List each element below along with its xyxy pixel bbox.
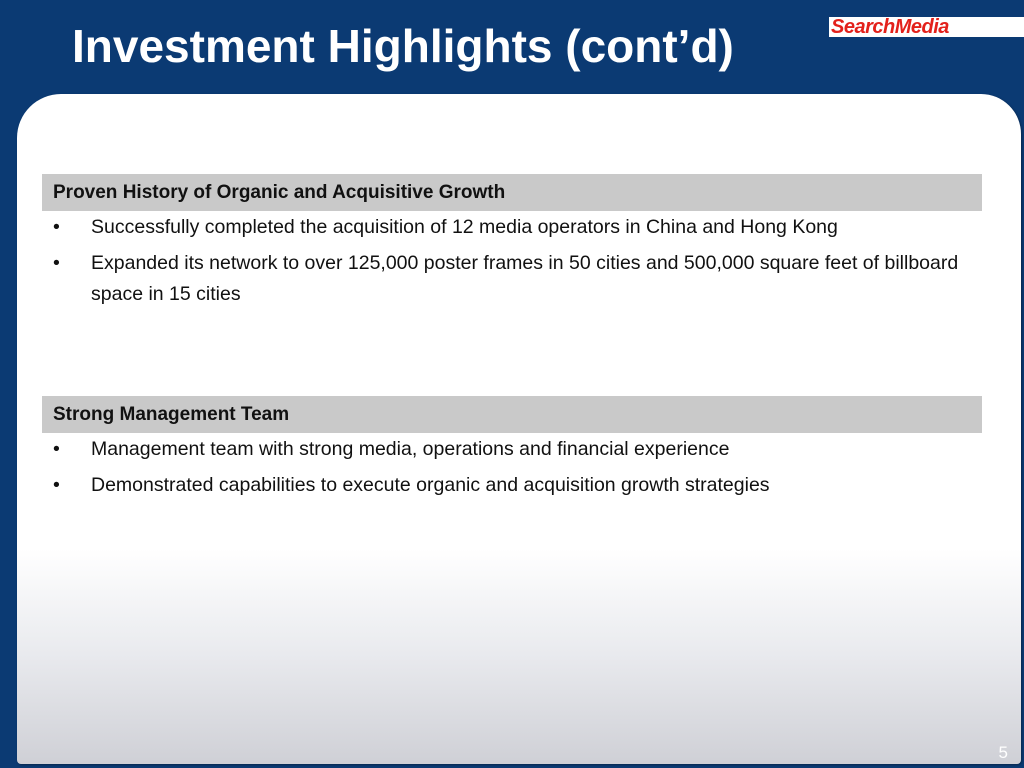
list-item <box>42 212 982 243</box>
bullet-text: Management team with strong media, operations and financial experience <box>91 438 730 460</box>
searchmedia-logo <box>829 17 1024 37</box>
bullet-list <box>42 212 982 310</box>
bullet-text: Demonstrated capabilities to execute organic and acquisition growth strategies <box>91 474 770 496</box>
slide-title: Investment Highlights (cont’d) <box>72 20 734 72</box>
section-heading: Strong Management Team <box>42 396 982 433</box>
bullet-icon: • <box>53 252 60 274</box>
section-management-team <box>42 396 982 501</box>
section-organic-growth <box>42 174 982 310</box>
bullet-text: Expanded its network to over 125,000 poster frames in 50 cities and 500,000 square feet of billboard space in 15 cities <box>91 252 959 305</box>
bullet-list <box>42 434 982 501</box>
logo-text: SearchMedia <box>831 16 949 38</box>
bullet-icon: • <box>53 438 60 460</box>
bullet-text: Successfully completed the acquisition of 12 media operators in China and Hong Kong <box>91 216 838 238</box>
list-item <box>42 248 982 310</box>
bullet-icon: • <box>53 474 60 496</box>
list-item <box>42 434 982 465</box>
page-number: 5 <box>998 743 1008 762</box>
section-heading: Proven History of Organic and Acquisitive Growth <box>42 174 982 211</box>
bullet-icon: • <box>53 216 60 238</box>
list-item <box>42 470 982 501</box>
